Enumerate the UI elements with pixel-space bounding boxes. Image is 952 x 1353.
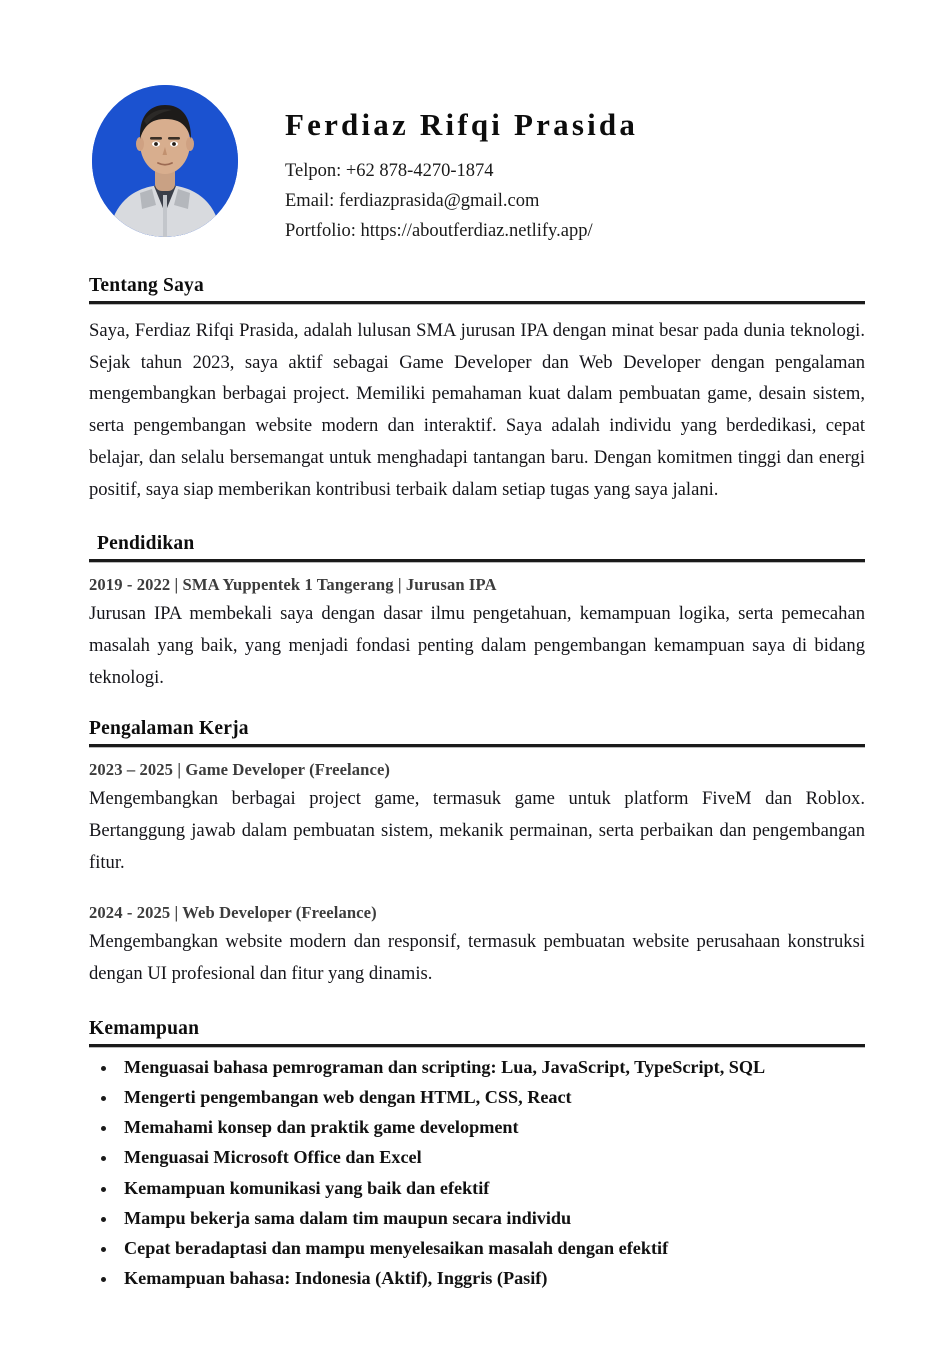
list-item: Kemampuan bahasa: Indonesia (Aktif), Inggris (Pasif) xyxy=(100,1269,865,1287)
list-item: Memahami konsep dan praktik game development xyxy=(100,1118,865,1136)
experience-entry-description: Mengembangkan berbagai project game, termasuk game untuk platform FiveM dan Roblox. Bertanggung jawab dalam pembuatan sistem, mekanik permainan, serta perbaikan dan pengembangan fitur. xyxy=(89,788,865,873)
contact-portfolio: Portfolio: https://aboutferdiaz.netlify.app/ xyxy=(285,220,593,241)
section-skills xyxy=(0,1018,952,1288)
profile-photo xyxy=(92,85,238,237)
experience-entry-title: 2023 – 2025 | Game Developer (Freelance) xyxy=(89,760,391,780)
contact-email: Email: ferdiazprasida@gmail.com xyxy=(285,190,540,211)
section-heading-experience: Pengalaman Kerja xyxy=(89,718,249,740)
experience-entry-description: Mengembangkan website modern dan responsif, termasuk pembuatan website perusahaan konstruksi dengan UI profesional dan fitur yang dinamis. xyxy=(89,930,865,984)
skills-list xyxy=(89,1058,865,1288)
list-item: Menguasai Microsoft Office dan Excel xyxy=(100,1148,865,1166)
list-item: Mengerti pengembangan web dengan HTML, CSS, React xyxy=(100,1088,865,1106)
avatar xyxy=(92,85,238,241)
about-paragraph: Saya, Ferdiaz Rifqi Prasida, adalah lulusan SMA jurusan IPA dengan minat besar pada dunia teknologi. Sejak tahun 2023, saya aktif sebagai Game Developer dan Web Developer dengan pengalaman mengembangkan berbagai project. Memiliki pemahaman kuat dalam pembuatan game, desain sistem, serta pengembangan website modern dan interaktif. Saya adalah individu yang berdedikasi, cepat belajar, dan selalu bersemangat untuk menghadapi tantangan baru. Dengan komitmen tinggi dan energi positif, saya siap memberikan kontribusi terbaik dalam setiap tugas yang saya jalani. xyxy=(89,319,865,501)
page-title: Ferdiaz Rifqi Prasida xyxy=(285,107,639,142)
education-entry-title: 2019 - 2022 | SMA Yuppentek 1 Tangerang | Jurusan IPA xyxy=(89,575,497,595)
header-text-block xyxy=(238,85,638,247)
profile-photo-illustration xyxy=(92,85,238,237)
resume-header xyxy=(0,0,952,247)
section-heading-education: Pendidikan xyxy=(97,533,195,555)
section-about xyxy=(0,275,952,507)
education-entry-description: Jurusan IPA membekali saya dengan dasar ilmu pengetahuan, kemampuan logika, serta pemecahan masalah yang baik, yang menjadi fondasi penting dalam pengembangan kemampuan saya di bidang teknologi. xyxy=(89,603,865,689)
contact-phone: Telpon: +62 878-4270-1874 xyxy=(285,160,494,181)
section-education xyxy=(0,533,952,694)
section-experience xyxy=(0,718,952,990)
list-item: Cepat beradaptasi dan mampu menyelesaikan masalah dengan efektif xyxy=(100,1239,865,1257)
section-heading-skills: Kemampuan xyxy=(89,1017,200,1039)
section-divider xyxy=(89,301,865,305)
list-item: Menguasai bahasa pemrograman dan scripting: Lua, JavaScript, TypeScript, SQL xyxy=(100,1058,865,1076)
experience-entry-title: 2024 - 2025 | Web Developer (Freelance) xyxy=(89,902,377,922)
education-entry xyxy=(89,573,865,694)
section-divider xyxy=(89,744,865,748)
section-divider xyxy=(89,1044,865,1048)
list-item: Mampu bekerja sama dalam tim maupun secara individu xyxy=(100,1209,865,1227)
list-item: Kemampuan komunikasi yang baik dan efektif xyxy=(100,1179,865,1197)
experience-entry xyxy=(89,758,865,879)
section-heading-about: Tentang Saya xyxy=(89,274,204,296)
experience-entry xyxy=(89,901,865,990)
section-divider xyxy=(89,559,865,563)
